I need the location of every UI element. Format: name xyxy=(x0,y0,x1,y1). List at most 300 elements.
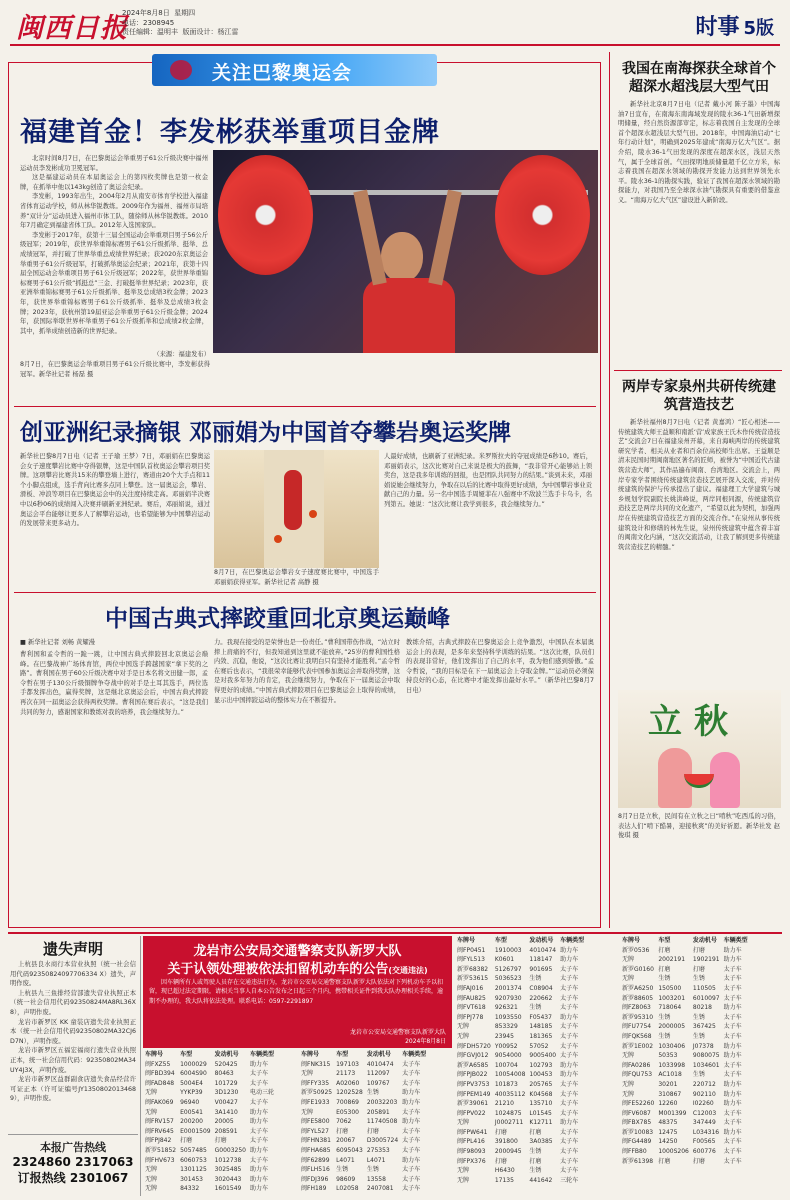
table-cell: 无牌 xyxy=(457,1023,470,1031)
table-header-cell: 发动机号 xyxy=(692,937,717,944)
table-cell: 助力车 xyxy=(560,956,579,964)
table-cell: 3D1230 xyxy=(214,1089,239,1097)
divider xyxy=(14,406,596,407)
divider xyxy=(14,592,596,593)
table-cell: 闽F62899 xyxy=(301,1156,330,1164)
table-cell: 闽FDH5720 xyxy=(457,1042,491,1050)
table-cell: 打磨 xyxy=(529,1157,542,1165)
table-row xyxy=(620,1042,750,1052)
table-cell: 181365 xyxy=(529,1032,553,1040)
table-cell: 新罗51852 xyxy=(145,1146,177,1154)
table-row xyxy=(455,1137,586,1147)
table-row xyxy=(299,1184,428,1194)
table-cell: 打磨 xyxy=(494,1128,507,1136)
table-cell: 太子车 xyxy=(560,1052,579,1060)
table-row xyxy=(143,1108,276,1118)
table-cell: 闽FPJ842 xyxy=(145,1137,172,1145)
table-cell: 闽FFY335 xyxy=(301,1079,330,1087)
table-cell: 无牌 xyxy=(457,1167,470,1175)
column-rule xyxy=(609,52,610,928)
table-header-cell: 车牌号 xyxy=(145,1051,164,1058)
table-cell: 助力车 xyxy=(723,1128,742,1136)
table-row xyxy=(299,1108,428,1118)
table-cell: 4010474 xyxy=(366,1060,394,1068)
table-cell: 1910003 xyxy=(494,946,522,954)
table-cell: K12711 xyxy=(529,1119,553,1127)
table-cell: 2001374 xyxy=(494,984,522,992)
story3-headline: 中国古典式摔跤重回北京奥运巅峰 xyxy=(105,606,450,632)
table-cell: 1030406 xyxy=(658,1042,686,1050)
table-row xyxy=(620,1128,750,1138)
table-cell: 电动三轮 xyxy=(249,1089,274,1097)
table-cell: 太子车 xyxy=(402,1108,421,1116)
table-cell: 112097 xyxy=(366,1070,390,1078)
table-row xyxy=(620,1070,750,1080)
table-row xyxy=(620,994,750,1004)
table-cell: 助力车 xyxy=(249,1108,268,1116)
table-cell: 太子车 xyxy=(560,965,579,973)
table-row xyxy=(299,1165,428,1175)
story2-headline: 创亚洲纪录摘银 邓丽娟为中国首夺攀岩奥运奖牌 xyxy=(20,420,512,446)
table-cell: 太子车 xyxy=(560,1004,579,1012)
table-cell: 无牌 xyxy=(145,1185,158,1193)
table-row xyxy=(620,984,750,994)
table-row xyxy=(455,1147,586,1157)
table-cell: 生锈 xyxy=(366,1089,379,1097)
vehicle-table-2 xyxy=(299,1050,453,1198)
table-cell: E00541 xyxy=(180,1108,203,1116)
table-cell: F05437 xyxy=(529,1013,552,1021)
table-cell: 太子车 xyxy=(249,1098,268,1106)
table-cell: 20005 xyxy=(214,1118,234,1126)
divider xyxy=(614,370,782,371)
table-row xyxy=(143,1117,276,1127)
table-cell: 闽FHA685 xyxy=(301,1146,331,1154)
table-cell: 太子车 xyxy=(402,1137,421,1145)
lead-paragraph: 北京时间8月7日，在巴黎奥运会举重男子61公斤级决赛中福州运动员李发彬成功卫冕冠军。 xyxy=(20,155,208,172)
table-row xyxy=(455,1061,586,1071)
table-cell: 新罗39061 xyxy=(457,1100,489,1108)
table-cell: 347449 xyxy=(692,1119,716,1127)
table-cell: 助力车 xyxy=(560,1071,579,1079)
table-cell: 1034601 xyxy=(692,1061,720,1069)
weightlifter-photo xyxy=(213,150,598,353)
table-cell: 853329 xyxy=(494,1023,518,1031)
table-cell: 打磨 xyxy=(692,1157,705,1165)
table-cell: 6004S90 xyxy=(180,1070,207,1078)
table-cell: 太子车 xyxy=(723,984,742,992)
table-cell: 150500 xyxy=(658,984,682,992)
table-row xyxy=(620,1080,750,1090)
table-row xyxy=(455,994,586,1004)
table-cell: 208591 xyxy=(214,1127,238,1135)
table-cell: 12475 xyxy=(658,1128,678,1136)
table-cell: 275353 xyxy=(366,1146,390,1154)
table-cell: 助力车 xyxy=(560,1061,579,1069)
table-row xyxy=(455,974,586,984)
table-cell: 助力车 xyxy=(723,1004,742,1012)
table-cell: 助力车 xyxy=(402,1098,421,1106)
table-row xyxy=(455,1022,586,1032)
lost-notice-item: 龙岩市新罗区益群副食店遗失食品经营许可证正本（许可证编号JY13508020134689），声明作废。 xyxy=(10,1076,136,1103)
proof: 版面设计：杨江雷 xyxy=(182,28,239,36)
table-cell: 打磨 xyxy=(692,946,705,954)
table-cell: 太子车 xyxy=(723,965,742,973)
table-row xyxy=(620,1061,750,1071)
table-cell: 700869 xyxy=(336,1098,359,1106)
autumn-sign: 立秋 xyxy=(648,702,740,742)
table-cell: 太子车 xyxy=(560,1090,579,1098)
table-cell: 21173 xyxy=(336,1070,356,1078)
table-cell: 1000029 xyxy=(180,1060,207,1068)
table-cell: 闽FFB80 xyxy=(622,1148,647,1156)
subscription-phone: 2301067 xyxy=(69,1171,129,1185)
traffic-sign xyxy=(149,1028,446,1046)
table-cell: 391800 xyxy=(494,1138,518,1146)
table-row xyxy=(455,946,586,956)
athlete-head xyxy=(381,232,423,282)
table-cell: 80463 xyxy=(214,1070,234,1078)
table-cell: 生锈 xyxy=(529,1148,542,1156)
child-figure xyxy=(710,752,740,808)
table-cell: A02060 xyxy=(336,1079,360,1087)
table-cell: 太子车 xyxy=(402,1146,421,1154)
table-cell: 闽FV6087 xyxy=(622,1109,651,1117)
table-cell: 助力车 xyxy=(560,1119,579,1127)
table-cell: F00565 xyxy=(692,1138,716,1146)
table-cell: 3A0385 xyxy=(529,1138,553,1146)
climber-photo xyxy=(214,450,379,568)
table-row xyxy=(620,1051,750,1061)
table-header-row xyxy=(620,936,750,946)
table-cell: 84332 xyxy=(180,1185,200,1193)
table-cell: 无牌 xyxy=(457,1176,470,1184)
lead-headline: 福建首金！李发彬获举重项目金牌 xyxy=(20,117,440,148)
climbing-hold xyxy=(274,535,282,543)
table-cell: 135710 xyxy=(529,1100,553,1108)
table-row xyxy=(620,1099,750,1109)
story3-col3: 教练介绍，古典式摔跤在巴黎奥运会上竞争激烈，中国队在本届奥运会上的表现，是多年来坚持科学训练的结果。“这次比赛，队员们的表现非常好，他们发挥出了自己的水平，我为他们感到骄傲。”孟令哲说，“我的目标是在下一届奥运会上夺取金牌。”“运动员必须保持良好的心态，在比赛中才能发挥出最好水平。”（新华社巴黎8月7日电） xyxy=(406,639,594,694)
table-cell: AC1018 xyxy=(658,1071,682,1079)
table-cell: 助力车 xyxy=(402,1089,421,1097)
table-cell: 闽FBX785 xyxy=(622,1119,652,1127)
table-cell: 太子车 xyxy=(560,1080,579,1088)
table-row xyxy=(143,1088,276,1098)
table-cell: 新罗68382 xyxy=(457,965,489,973)
table-cell: 301453 xyxy=(180,1175,203,1183)
table-cell: 打磨 xyxy=(494,1157,507,1165)
table-cell: 打磨 xyxy=(214,1137,227,1145)
table-row xyxy=(143,1079,276,1089)
table-cell: 148185 xyxy=(529,1023,553,1031)
climber-figure xyxy=(284,470,302,530)
table-cell: 闽FU7754 xyxy=(622,1023,652,1031)
table-cell: 闽FZ8063 xyxy=(622,1004,651,1012)
table-cell: 1902191 xyxy=(692,956,720,964)
athlete-arm-right xyxy=(428,190,461,286)
table-row xyxy=(455,1176,586,1186)
lead-paragraph: 这是福建运动员在本届奥运会上的第四枚奖牌也是第一枚金牌，在抓举中他以143kg创造了奥运会纪录。 xyxy=(20,174,208,191)
table-cell: 5057485 xyxy=(180,1146,207,1154)
table-row xyxy=(455,1042,586,1052)
table-cell: 助力车 xyxy=(723,956,742,964)
table-row xyxy=(299,1127,428,1137)
table-cell: 50353 xyxy=(658,1052,678,1060)
table-cell: 3025485 xyxy=(214,1166,242,1174)
table-cell: 助力车 xyxy=(723,1090,742,1098)
banner-text: 关注巴黎奥运会 xyxy=(212,62,353,84)
weekday: 星期四 xyxy=(174,9,196,17)
table-cell: 太子车 xyxy=(723,1071,742,1079)
table-cell: 闽FYL513 xyxy=(457,956,485,964)
side2-body: 新华社福州8月7日电（记者 黄嘉鸿）“匠心相述——传统建筑大师王益顺和南派‘营’成家族王氏木作传统营造技艺”交流会7日在福建泉州开幕，来自海峡两岸的传统建筑研究学者、相关从业者和百余位高校师生出席。王益顺是清末民国时期闽南地区著名的匠师，被誉为“中国近代古建筑营造大师”，其作品遍布闽南、台湾地区。交流会上，两岸专家学者围绕传统建筑营造技艺展开深入交流，并对传统建筑的保护与传承提出了建议。福建理工大学建筑与城乡规划学院副院长姚洪峰说，两岸同根同源，传统建筑营造技艺是两岸共同的文化遗产，“希望以此为契机，加强两岸在传统建筑营造技艺方面的交流合作。”在泉州从事传统建筑设计和修缮的林先生说，泉州传统建筑中蕴含着丰富的闽南文化内涵，“这次交流活动，让我了解到更多传统建筑营造技艺的精髓。” xyxy=(618,419,780,551)
table-row xyxy=(143,1156,276,1166)
table-cell: 太子车 xyxy=(723,1138,742,1146)
table-cell: 太子车 xyxy=(402,1070,421,1078)
table-cell: 1093550 xyxy=(494,1013,522,1021)
table-cell: 闽FH189 xyxy=(301,1185,327,1193)
table-cell: 12260 xyxy=(658,1100,678,1108)
table-cell: 新罗A6250 xyxy=(622,984,654,992)
table-row xyxy=(299,1098,428,1108)
table-header-cell: 车牌号 xyxy=(457,937,476,944)
table-cell: 6060753 xyxy=(180,1156,207,1164)
table-cell: 太子车 xyxy=(723,1148,742,1156)
table-cell: 助力车 xyxy=(560,946,579,954)
table-cell: 220662 xyxy=(529,994,553,1002)
gymnast-icon xyxy=(170,60,192,80)
barbell-plate-left xyxy=(218,155,313,275)
side-photo-caption: 8月7日是立秋，民间有在立秋之日“啃秋”吃西瓜的习俗，表达人们“啃下酷暑，迎接秋爽”的美好祈愿。新华社发 赵俊琪 摄 xyxy=(618,813,780,840)
story3-byline-text: 新华社记者 刘畅 黄耀漫 xyxy=(27,639,95,646)
table-header-row xyxy=(455,936,586,946)
table-row xyxy=(620,1090,750,1100)
table-cell: L4071 xyxy=(366,1156,386,1164)
table-cell: 闽FNK315 xyxy=(301,1060,331,1068)
table-header-cell: 车辆类型 xyxy=(560,937,585,944)
table-cell: 助力车 xyxy=(402,1118,421,1126)
table-cell: 无牌 xyxy=(301,1108,314,1116)
table-cell: 助力车 xyxy=(249,1060,268,1068)
table-cell: 生锈 xyxy=(692,1071,705,1079)
table-cell: 197103 xyxy=(336,1060,359,1068)
table-cell: 太子车 xyxy=(249,1079,268,1087)
table-cell: C08904 xyxy=(529,984,553,992)
table-row xyxy=(299,1117,428,1127)
table-header-cell: 车辆类型 xyxy=(402,1051,427,1058)
table-cell: 205891 xyxy=(366,1108,390,1116)
table-cell: 14250 xyxy=(658,1138,678,1146)
table-cell: 2000945 xyxy=(494,1148,522,1156)
table-cell: 助力车 xyxy=(560,1013,579,1021)
table-header-cell: 车辆类型 xyxy=(249,1051,274,1058)
table-cell: 220712 xyxy=(692,1080,716,1088)
vehicle-table-3 xyxy=(455,936,617,1198)
lost-notice xyxy=(8,936,138,1196)
table-row xyxy=(620,1109,750,1119)
table-cell: 新罗61398 xyxy=(622,1157,654,1165)
table-cell: 无牌 xyxy=(457,1032,470,1040)
table-cell: 太子车 xyxy=(560,1100,579,1108)
table-cell: 生锈 xyxy=(658,1013,671,1021)
table-cell: 太子车 xyxy=(723,1119,742,1127)
lead-source: （来源：福建发布） xyxy=(153,351,210,358)
table-cell: 101873 xyxy=(494,1080,518,1088)
table-row xyxy=(143,1175,276,1185)
table-row xyxy=(299,1079,428,1089)
table-cell: 闽FBD394 xyxy=(145,1070,175,1078)
table-cell: C12003 xyxy=(692,1109,717,1117)
table-cell: 闽FPL416 xyxy=(457,1138,485,1146)
table-cell: 110505 xyxy=(692,984,716,992)
table-cell: 闽FHV673 xyxy=(145,1156,175,1164)
table-cell: 无牌 xyxy=(622,975,635,983)
table-cell: 闽FVT618 xyxy=(457,1004,486,1012)
table-cell: 太子车 xyxy=(402,1166,421,1174)
table-cell: 太子车 xyxy=(560,1128,579,1136)
table-row xyxy=(620,1013,750,1023)
table-cell: 23945 xyxy=(494,1032,514,1040)
table-row xyxy=(299,1136,428,1146)
table-cell: 闽FPW641 xyxy=(457,1128,488,1136)
table-cell: 1012738 xyxy=(214,1156,242,1164)
table-cell: 718064 xyxy=(658,1004,682,1012)
table-cell: 9005400 xyxy=(529,1052,557,1060)
table-cell: 生锈 xyxy=(692,975,705,983)
table-row xyxy=(455,1080,586,1090)
table-cell: 助力车 xyxy=(249,1175,268,1183)
table-row xyxy=(455,984,586,994)
climbing-hold xyxy=(309,510,317,518)
table-cell: 926321 xyxy=(494,1004,518,1012)
table-cell: G0003250 xyxy=(214,1146,246,1154)
table-cell: D3005724 xyxy=(366,1137,399,1145)
table-cell: L01545 xyxy=(529,1109,552,1117)
table-header-cell: 发动机号 xyxy=(529,937,554,944)
table-row xyxy=(299,1175,428,1185)
table-cell: 441642 xyxy=(529,1176,553,1184)
ad-hotline-phone: 2324860 2317063 xyxy=(12,1155,134,1169)
table-cell: 闽FXZ55 xyxy=(145,1060,171,1068)
lost-notice-item: 上杭县良水商行本营业执照（统一社会信用代码92350824097706334 X）遗失，声明作废。 xyxy=(10,961,136,988)
table-row xyxy=(620,1137,750,1147)
table-cell: 助力车 xyxy=(249,1118,268,1126)
table-cell: 助力车 xyxy=(402,1156,421,1164)
table-cell: J0002711 xyxy=(494,1119,524,1127)
table-cell: 打磨 xyxy=(692,965,705,973)
traffic-title-tag: (交通违法) xyxy=(388,966,428,975)
table-cell: H6430 xyxy=(494,1167,515,1175)
table-row xyxy=(620,1022,750,1032)
table-cell: 新罗10083 xyxy=(622,1128,654,1136)
autumn-photo xyxy=(618,690,781,808)
table-cell: 闽FPX376 xyxy=(457,1157,486,1165)
table-row xyxy=(455,1051,586,1061)
table-cell: 太子车 xyxy=(402,1127,421,1135)
table-cell: 打磨 xyxy=(529,1128,542,1136)
table-row xyxy=(143,1127,276,1137)
table-cell: 9207930 xyxy=(494,994,522,1002)
table-cell: 5036523 xyxy=(494,975,522,983)
table-header-row xyxy=(143,1050,276,1060)
table-cell: 太子车 xyxy=(560,1023,579,1031)
barbell-plate-right xyxy=(495,155,590,275)
table-cell: 太子车 xyxy=(723,1109,742,1117)
table-cell: 闽FAJ016 xyxy=(457,984,484,992)
table-cell: 太子车 xyxy=(560,1167,579,1175)
table-header-row xyxy=(299,1050,428,1060)
table-cell: 闽FE1933 xyxy=(301,1098,330,1106)
table-header-cell: 发动机号 xyxy=(366,1051,391,1058)
table-cell: 600776 xyxy=(692,1148,716,1156)
table-cell: 80218 xyxy=(692,1004,712,1012)
table-cell: 无牌 xyxy=(145,1108,158,1116)
table-cell: 助力车 xyxy=(723,1080,742,1088)
phone: 电话：2308945 xyxy=(122,18,175,27)
table-cell: 无牌 xyxy=(622,1090,635,1098)
table-cell: 新罗50925 xyxy=(301,1089,333,1097)
table-cell: 205765 xyxy=(529,1080,553,1088)
table-cell: 新罗G0160 xyxy=(622,965,654,973)
table-cell: 1033998 xyxy=(658,1061,686,1069)
paper-name: 闽西日报 xyxy=(16,13,128,44)
traffic-sign-date: 2024年8月8日 xyxy=(405,1038,446,1045)
table-cell: 太子车 xyxy=(560,975,579,983)
table-row xyxy=(455,1109,586,1119)
table-row xyxy=(455,1128,586,1138)
table-cell: 太子车 xyxy=(249,1127,268,1135)
masthead-info xyxy=(122,9,238,38)
lost-notice-item: 龙岩市新罗区 KK 童装店遗失营业执照正本（统一社会信用代码92350802MA32CJ6D7N），声明作废。 xyxy=(10,1018,136,1045)
table-header-cell: 车型 xyxy=(494,937,507,944)
table-cell: 闽FRV157 xyxy=(145,1118,174,1126)
table-cell: 20032203 xyxy=(366,1098,398,1106)
table-row xyxy=(620,965,750,975)
table-cell: 109767 xyxy=(366,1079,390,1087)
table-cell: 闽FHN381 xyxy=(301,1137,331,1145)
table-row xyxy=(620,1157,750,1167)
table-cell: 助力车 xyxy=(249,1166,268,1174)
table-cell: 3A1410 xyxy=(214,1108,238,1116)
table-cell: 生锈 xyxy=(692,1013,705,1021)
table-cell: 5004E4 xyxy=(180,1079,203,1087)
table-cell: 助力车 xyxy=(723,1052,742,1060)
table-cell: 无牌 xyxy=(457,1119,470,1127)
table-cell: L034316 xyxy=(692,1128,720,1136)
table-cell: 太子车 xyxy=(560,1157,579,1165)
table-cell: 1601549 xyxy=(214,1185,242,1193)
table-cell: J07378 xyxy=(692,1042,714,1050)
table-cell: 100704 xyxy=(494,1061,518,1069)
table-cell: 5126797 xyxy=(494,965,522,973)
table-cell: 太子车 xyxy=(723,1032,742,1040)
table-cell: 闽FPEM149 xyxy=(457,1090,491,1098)
side2-headline: 两岸专家泉州共研传统建筑营造技艺 xyxy=(622,379,776,413)
table-row xyxy=(455,1090,586,1100)
table-cell: 打磨 xyxy=(366,1127,379,1135)
table-cell: 太子车 xyxy=(723,1061,742,1069)
vehicle-table-1 xyxy=(143,1050,297,1198)
table-cell: 20067 xyxy=(336,1137,356,1145)
table-cell: 闽FAK069 xyxy=(145,1098,174,1106)
table-cell: 助力车 xyxy=(249,1146,268,1154)
subscription-label: 订报热线 xyxy=(17,1171,66,1185)
table-row xyxy=(455,1099,586,1109)
table-cell: 助力车 xyxy=(249,1185,268,1193)
table-cell: 9054000 xyxy=(494,1052,522,1060)
table-row xyxy=(455,1032,586,1042)
table-row xyxy=(620,1118,750,1128)
